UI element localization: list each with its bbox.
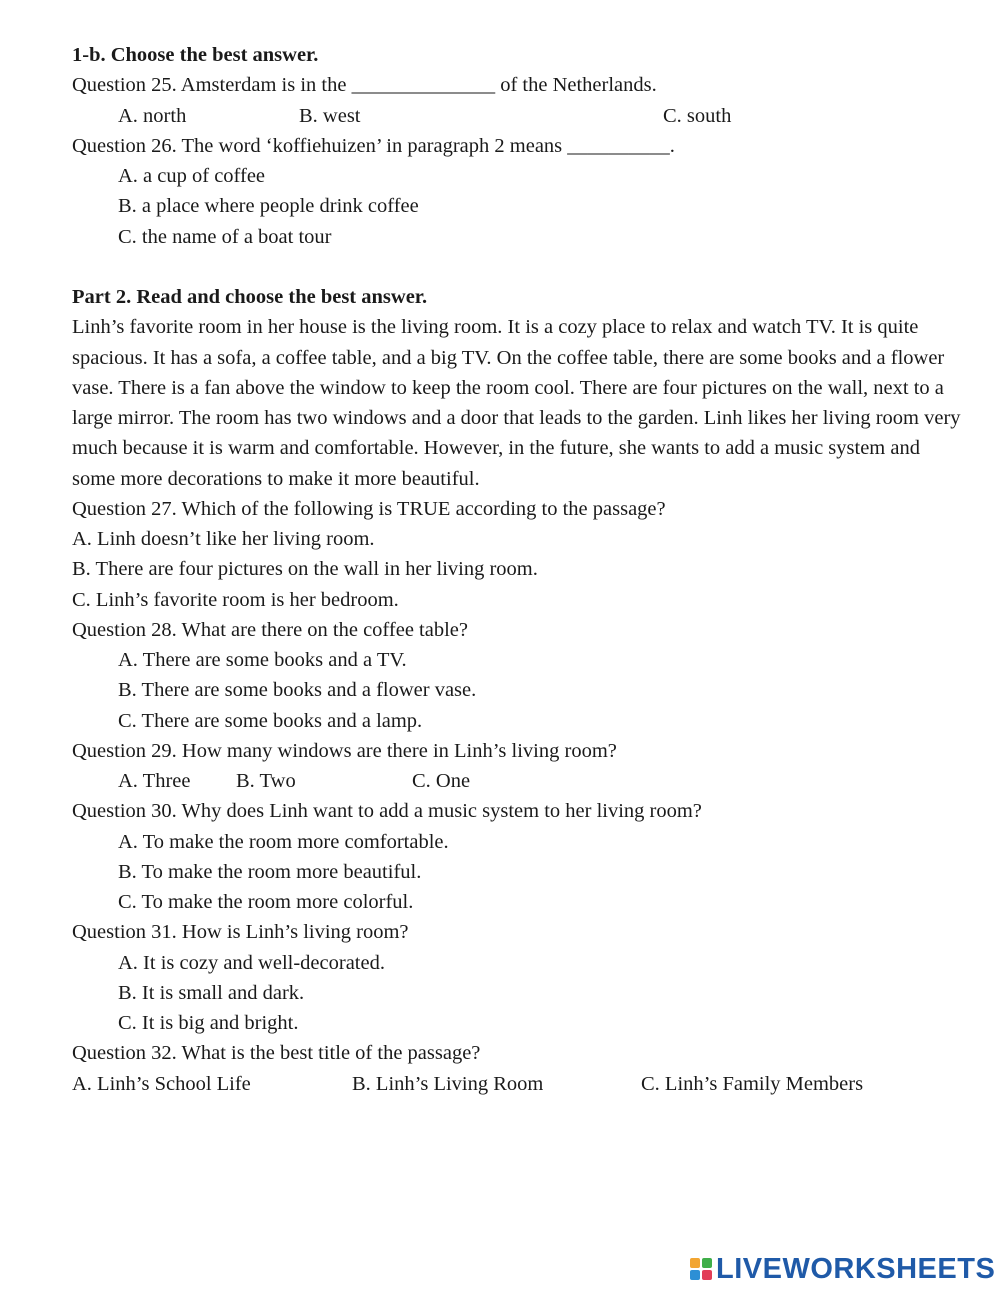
worksheet-page xyxy=(72,40,962,1099)
option-c[interactable]: C. One xyxy=(412,770,471,792)
option-a[interactable]: A. Linh’s School Life xyxy=(72,1072,251,1095)
section-heading: 1-b. Choose the best answer. xyxy=(72,44,319,66)
option-c[interactable]: C. the name of a boat tour xyxy=(118,225,332,248)
option-b[interactable]: B. west xyxy=(299,104,361,127)
logo-square xyxy=(702,1270,712,1280)
question-32-options xyxy=(72,1069,962,1099)
option-b[interactable]: B. There are some books and a flower vase. xyxy=(118,679,477,702)
option-b[interactable]: B. Linh’s Living Room xyxy=(352,1072,544,1095)
option-c[interactable]: C. To make the room more colorful. xyxy=(118,891,414,913)
spacer xyxy=(72,252,962,282)
option-b[interactable]: B. Two xyxy=(236,770,296,792)
reading-passage: Linh’s favorite room in her house is the living room. It is a cozy place to relax and watch TV. It is quite spacious. It has a sofa, a coffee table, and a big TV. On the coffee table, there are some books and a flower vase. There is a fan above the window to keep the room cool. There are four pictures on the wall, next to a large mirror. The room has two windows and a door that leads to the garden. Linh likes her living room very much because it is warm and comfortable. However, in the future, she wants to add a music system and some more decorations to make it more beautiful. xyxy=(72,316,961,490)
question-29-options xyxy=(72,766,962,796)
option-c[interactable]: C. Linh’s Family Members xyxy=(641,1072,864,1095)
question-25: Question 25. Amsterdam is in the ______________ of the Netherlands. xyxy=(72,74,657,97)
option-b[interactable]: B. a place where people drink coffee xyxy=(118,195,419,218)
logo-grid-icon xyxy=(690,1258,712,1280)
part-heading: Part 2. Read and choose the best answer. xyxy=(72,286,428,308)
option-a[interactable]: A. To make the room more comfortable. xyxy=(118,830,449,853)
question-26: Question 26. The word ‘koffiehuizen’ in paragraph 2 means __________. xyxy=(72,134,675,157)
option-a[interactable]: A. a cup of coffee xyxy=(118,165,266,187)
option-c[interactable]: C. There are some books and a lamp. xyxy=(118,709,423,732)
option-c[interactable]: C. It is big and bright. xyxy=(118,1012,299,1034)
option-b[interactable]: B. It is small and dark. xyxy=(118,981,305,1004)
option-b[interactable]: B. There are four pictures on the wall in her living room. xyxy=(72,558,538,581)
question-31: Question 31. How is Linh’s living room? xyxy=(72,921,409,944)
option-a[interactable]: A. It is cozy and well-decorated. xyxy=(118,951,385,974)
logo-square xyxy=(690,1270,700,1280)
option-c[interactable]: C. south xyxy=(663,104,732,127)
logo-square xyxy=(702,1258,712,1268)
option-a[interactable]: A. north xyxy=(118,104,187,127)
option-b[interactable]: B. To make the room more beautiful. xyxy=(118,860,422,883)
logo-square xyxy=(690,1258,700,1268)
logo-text: LIVEWORKSHEETS xyxy=(716,1252,996,1285)
question-28: Question 28. What are there on the coffee table? xyxy=(72,618,468,641)
option-a[interactable]: A. Linh doesn’t like her living room. xyxy=(72,528,375,550)
option-a[interactable]: A. There are some books and a TV. xyxy=(118,649,407,671)
question-25-options xyxy=(72,101,962,131)
question-32: Question 32. What is the best title of the passage? xyxy=(72,1042,481,1065)
question-27: Question 27. Which of the following is TRUE according to the passage? xyxy=(72,497,666,520)
option-c[interactable]: C. Linh’s favorite room is her bedroom. xyxy=(72,588,399,611)
question-29: Question 29. How many windows are there in Linh’s living room? xyxy=(72,739,617,762)
option-a[interactable]: A. Three xyxy=(118,770,191,792)
liveworksheets-logo xyxy=(690,1252,995,1286)
question-30: Question 30. Why does Linh want to add a music system to her living room? xyxy=(72,800,702,823)
